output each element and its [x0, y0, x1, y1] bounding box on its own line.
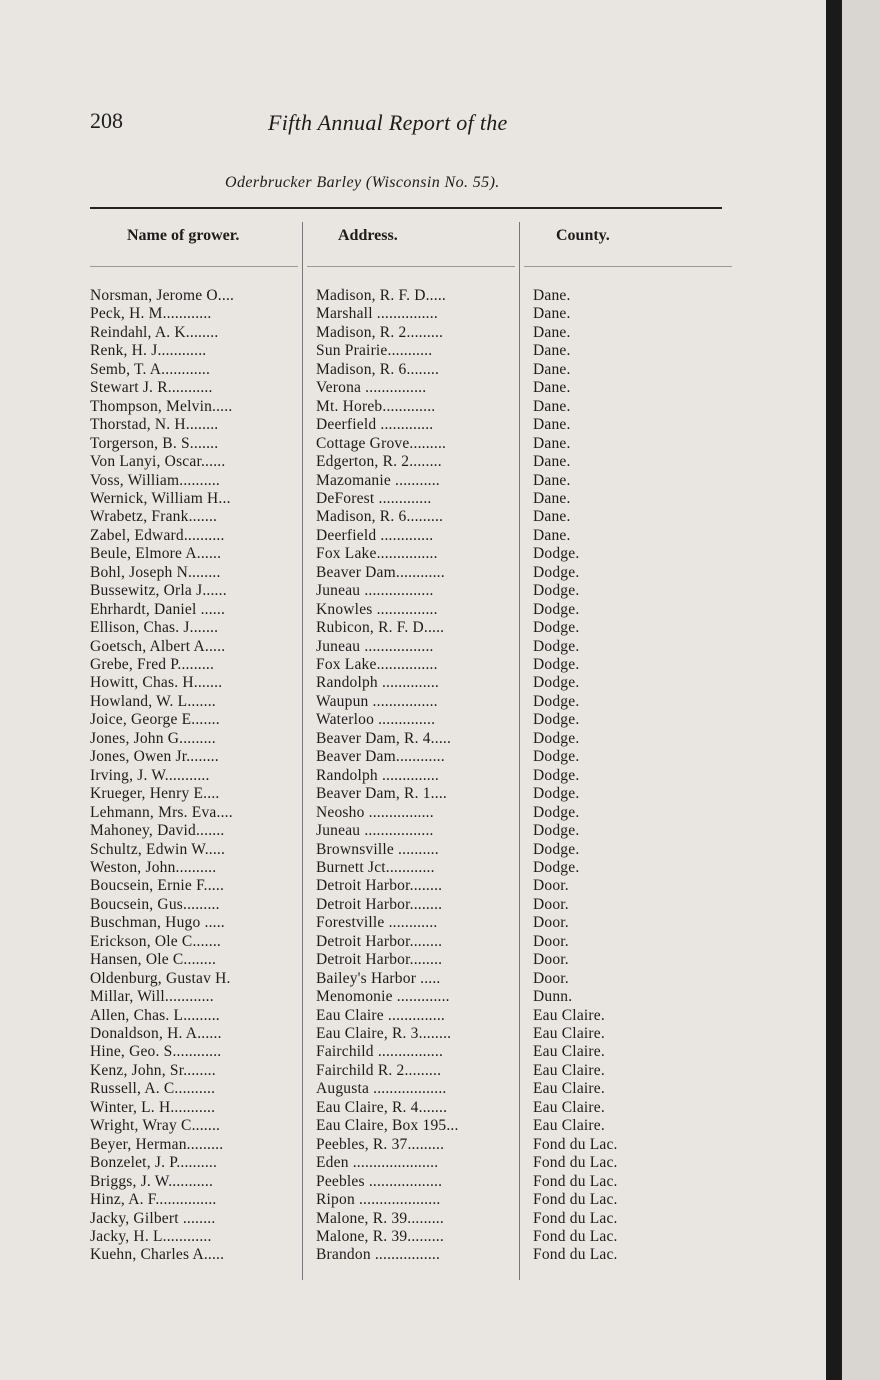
table-row: [0, 767, 826, 786]
grower-county: Eau Claire.: [533, 1080, 605, 1098]
grower-address: DeForest .............: [316, 489, 432, 507]
column-header-name: Name of grower.: [127, 227, 240, 244]
grower-county: Dodge.: [533, 656, 580, 673]
grower-county: Dane.: [533, 342, 571, 360]
grower-name: Kuehn, Charles A.....: [90, 1246, 225, 1264]
table-row: [0, 674, 826, 693]
grower-address: Verona ...............: [316, 379, 427, 397]
grower-name: Thorstad, N. H........: [90, 416, 219, 434]
grower-address: Fox Lake...............: [316, 545, 438, 563]
grower-address: Detroit Harbor........: [316, 895, 443, 913]
page-number: 208: [90, 108, 123, 133]
table-row: [0, 877, 826, 896]
grower-county: Dane.: [533, 434, 571, 452]
table-row: [0, 472, 826, 491]
grower-county: Dodge.: [533, 692, 580, 710]
grower-name: Oldenburg, Gustav H.: [90, 969, 231, 987]
grower-name: Ehrhardt, Daniel ......: [90, 600, 226, 618]
table-row: [0, 1246, 826, 1265]
grower-name: Russell, A. C..........: [90, 1080, 216, 1098]
grower-county: Dodge.: [533, 785, 580, 803]
grower-address: Beaver Dam............: [316, 748, 445, 766]
grower-name: Wright, Wray C.......: [90, 1117, 221, 1135]
table-row: [0, 490, 826, 509]
grower-name: Lehmann, Mrs. Eva....: [90, 803, 233, 821]
grower-address: Marshall ...............: [316, 305, 438, 323]
grower-address: Forestville ............: [316, 914, 438, 932]
grower-county: Fond du Lac.: [533, 1246, 618, 1264]
grower-address: Randolph ..............: [316, 674, 439, 692]
grower-name: Jones, John G.........: [90, 729, 216, 747]
table-row: [0, 435, 826, 454]
header-rule-address: [307, 266, 515, 267]
table-row: [0, 582, 826, 601]
grower-address: Edgerton, R. 2........: [316, 453, 442, 471]
grower-county: Dodge.: [533, 840, 580, 858]
grower-address: Malone, R. 39.........: [316, 1227, 444, 1245]
grower-name: Kenz, John, Sr........: [90, 1061, 216, 1079]
grower-county: Dane.: [533, 323, 571, 341]
grower-address: Madison, R. 2.........: [316, 323, 444, 341]
table-row: [0, 1043, 826, 1062]
grower-county: Eau Claire.: [533, 1006, 605, 1024]
grower-county: Dane.: [533, 397, 571, 415]
table-row: [0, 859, 826, 878]
column-header-address: Address.: [338, 227, 398, 244]
table-row: [0, 1080, 826, 1099]
table-row: [0, 896, 826, 915]
grower-name: Bonzelet, J. P..........: [90, 1154, 218, 1172]
grower-address: Peebles ..................: [316, 1172, 443, 1190]
grower-address: Madison, R. F. D.....: [316, 287, 446, 304]
grower-address: Sun Prairie...........: [316, 342, 433, 360]
grower-name: Reindahl, A. K........: [90, 323, 219, 341]
grower-name: Irving, J. W...........: [90, 766, 210, 784]
grower-name: Von Lanyi, Oscar......: [90, 453, 226, 471]
grower-name: Donaldson, H. A......: [90, 1025, 222, 1042]
table-row: [0, 638, 826, 657]
header-rule-name: [90, 266, 298, 267]
grower-county: Dane.: [533, 305, 571, 323]
grower-name: Ellison, Chas. J.......: [90, 619, 219, 637]
grower-county: Dodge.: [533, 600, 580, 618]
grower-name: Weston, John..........: [90, 858, 217, 876]
table-row: [0, 933, 826, 952]
grower-address: Brownsville ..........: [316, 840, 439, 858]
grower-county: Fond du Lac.: [533, 1227, 618, 1245]
grower-address: Detroit Harbor........: [316, 951, 443, 969]
table-row: [0, 1154, 826, 1173]
grower-county: Door.: [533, 877, 569, 895]
facing-page-edge: [842, 0, 880, 1380]
grower-county: Eau Claire.: [533, 1117, 605, 1135]
grower-address: Knowles ...............: [316, 600, 438, 618]
grower-county: Fond du Lac.: [533, 1209, 618, 1227]
grower-county: Eau Claire.: [533, 1061, 605, 1079]
grower-county: Eau Claire.: [533, 1025, 605, 1042]
grower-name: Goetsch, Albert A.....: [90, 637, 226, 655]
grower-name: Hinz, A. F...............: [90, 1191, 217, 1209]
grower-address: Menomonie .............: [316, 988, 450, 1006]
grower-name: Voss, William..........: [90, 471, 221, 489]
grower-county: Dodge.: [533, 582, 580, 600]
grower-county: Dodge.: [533, 545, 580, 563]
column-header-county: County.: [556, 227, 610, 244]
grower-county: Eau Claire.: [533, 1043, 605, 1061]
grower-name: Semb, T. A............: [90, 360, 211, 378]
grower-name: Torgerson, B. S.......: [90, 434, 219, 452]
grower-name: Zabel, Edward..........: [90, 526, 225, 544]
grower-address: Ripon ....................: [316, 1191, 441, 1209]
table-row: [0, 1007, 826, 1026]
table-row: [0, 1191, 826, 1210]
table-row: [0, 564, 826, 583]
grower-name: Krueger, Henry E....: [90, 785, 220, 803]
grower-address: Randolph ..............: [316, 766, 439, 784]
grower-address: Detroit Harbor........: [316, 932, 443, 950]
grower-county: Dodge.: [533, 766, 580, 784]
table-row: [0, 379, 826, 398]
grower-address: Beaver Dam............: [316, 563, 445, 581]
grower-address: Juneau .................: [316, 822, 434, 840]
grower-name: Renk, H. J............: [90, 342, 207, 360]
grower-address: Fairchild ................: [316, 1043, 444, 1061]
grower-name: Hansen, Ole C........: [90, 951, 217, 969]
grower-address: Madison, R. 6........: [316, 360, 440, 378]
grower-county: Dodge.: [533, 674, 580, 692]
grower-county: Dodge.: [533, 748, 580, 766]
grower-name: Jones, Owen Jr........: [90, 748, 219, 766]
grower-address: Waterloo ..............: [316, 711, 436, 729]
grower-address: Eau Claire, R. 3........: [316, 1025, 452, 1042]
table-row: [0, 545, 826, 564]
grower-address: Augusta ..................: [316, 1080, 447, 1098]
grower-address: Burnett Jct............: [316, 858, 435, 876]
grower-address: Brandon ................: [316, 1246, 441, 1264]
grower-name: Winter, L. H...........: [90, 1098, 216, 1116]
grower-name: Allen, Chas. L.........: [90, 1006, 220, 1024]
grower-address: Beaver Dam, R. 4.....: [316, 729, 452, 747]
grower-name: Howland, W. L.......: [90, 692, 216, 710]
table-row: [0, 416, 826, 435]
grower-county: Door.: [533, 951, 569, 969]
grower-county: Dane.: [533, 489, 571, 507]
grower-name: Jacky, H. L............: [90, 1227, 212, 1245]
table-row: [0, 1062, 826, 1081]
grower-address: Peebles, R. 37.........: [316, 1135, 445, 1153]
grower-address: Beaver Dam, R. 1....: [316, 785, 447, 803]
table-row: [0, 988, 826, 1007]
table-row: [0, 1025, 826, 1044]
table-row: [0, 711, 826, 730]
grower-name: Mahoney, David.......: [90, 822, 225, 840]
table-row: [0, 1228, 826, 1247]
table-row: [0, 748, 826, 767]
grower-name: Schultz, Edwin W.....: [90, 840, 226, 858]
grower-county: Dodge.: [533, 563, 580, 581]
grower-address: Neosho ................: [316, 803, 434, 821]
grower-county: Dodge.: [533, 619, 580, 637]
grower-address: Deerfield .............: [316, 416, 434, 434]
grower-county: Door.: [533, 914, 569, 932]
table-row: [0, 287, 826, 306]
table-row: [0, 508, 826, 527]
grower-name: Boucsein, Gus.........: [90, 895, 220, 913]
table-row: [0, 1173, 826, 1192]
grower-county: Dane.: [533, 508, 571, 526]
grower-address: Eau Claire, Box 195...: [316, 1117, 459, 1135]
grower-name: Boucsein, Ernie F.....: [90, 877, 225, 895]
grower-name: Howitt, Chas. H.......: [90, 674, 223, 692]
grower-county: Dane.: [533, 453, 571, 471]
table-row: [0, 1117, 826, 1136]
grower-name: Bohl, Joseph N........: [90, 563, 221, 581]
grower-county: Dodge.: [533, 637, 580, 655]
grower-name: Beule, Elmore A......: [90, 545, 222, 563]
grower-county: Dodge.: [533, 858, 580, 876]
grower-county: Dane.: [533, 287, 571, 304]
grower-county: Fond du Lac.: [533, 1191, 618, 1209]
table-row: [0, 453, 826, 472]
header-rule-county: [524, 266, 732, 267]
grower-address: Mt. Horeb.............: [316, 397, 436, 415]
grower-address: Cottage Grove.........: [316, 434, 447, 452]
grower-address: Juneau .................: [316, 582, 434, 600]
grower-name: Norsman, Jerome O....: [90, 287, 235, 304]
grower-name: Thompson, Melvin.....: [90, 397, 233, 415]
grower-name: Beyer, Herman.........: [90, 1135, 224, 1153]
grower-address: Fox Lake...............: [316, 656, 438, 673]
grower-county: Eau Claire.: [533, 1098, 605, 1116]
grower-name: Stewart J. R...........: [90, 379, 213, 397]
grower-address: Waupun ................: [316, 692, 438, 710]
table-row: [0, 1210, 826, 1229]
table-row: [0, 361, 826, 380]
table-row: [0, 324, 826, 343]
grower-county: Door.: [533, 969, 569, 987]
grower-address: Eden .....................: [316, 1154, 439, 1172]
grower-name: Erickson, Ole C.......: [90, 932, 221, 950]
table-row: [0, 656, 826, 675]
grower-county: Dane.: [533, 379, 571, 397]
grower-county: Fond du Lac.: [533, 1172, 618, 1190]
table-row: [0, 619, 826, 638]
running-head: Fifth Annual Report of the: [268, 110, 508, 135]
title-rule: [90, 207, 722, 209]
grower-county: Dodge.: [533, 729, 580, 747]
table-row: [0, 914, 826, 933]
grower-address: Fairchild R. 2.........: [316, 1061, 442, 1079]
grower-county: Dodge.: [533, 822, 580, 840]
table-row: [0, 841, 826, 860]
table-row: [0, 693, 826, 712]
table-row: [0, 1099, 826, 1118]
grower-county: Dunn.: [533, 988, 573, 1006]
grower-address: Bailey's Harbor .....: [316, 969, 441, 987]
grower-name: Joice, George E.......: [90, 711, 220, 729]
table-row: [0, 398, 826, 417]
grower-address: Madison, R. 6.........: [316, 508, 444, 526]
grower-county: Dodge.: [533, 803, 580, 821]
table-row: [0, 730, 826, 749]
grower-name: Bussewitz, Orla J......: [90, 582, 227, 600]
table-row: [0, 601, 826, 620]
grower-address: Malone, R. 39.........: [316, 1209, 444, 1227]
grower-name: Grebe, Fred P.........: [90, 656, 215, 673]
grower-name: Wrabetz, Frank.......: [90, 508, 218, 526]
grower-county: Door.: [533, 932, 569, 950]
grower-name: Buschman, Hugo .....: [90, 914, 225, 932]
grower-name: Wernick, William H...: [90, 489, 231, 507]
grower-address: Detroit Harbor........: [316, 877, 443, 895]
table-row: [0, 1136, 826, 1155]
table-row: [0, 951, 826, 970]
table-row: [0, 822, 826, 841]
grower-address: Juneau .................: [316, 637, 434, 655]
table-row: [0, 804, 826, 823]
grower-address: Eau Claire, R. 4.......: [316, 1098, 448, 1116]
grower-name: Peck, H. M............: [90, 305, 212, 323]
grower-address: Deerfield .............: [316, 526, 434, 544]
table-row: [0, 305, 826, 324]
grower-county: Dodge.: [533, 711, 580, 729]
table-row: [0, 342, 826, 361]
grower-county: Fond du Lac.: [533, 1135, 618, 1153]
page-binding-edge: [826, 0, 842, 1380]
grower-address: Mazomanie ...........: [316, 471, 440, 489]
grower-name: Briggs, J. W...........: [90, 1172, 214, 1190]
grower-county: Dane.: [533, 416, 571, 434]
table-row: [0, 527, 826, 546]
table-row: [0, 970, 826, 989]
grower-county: Dane.: [533, 471, 571, 489]
grower-county: Dane.: [533, 360, 571, 378]
grower-county: Fond du Lac.: [533, 1154, 618, 1172]
grower-county: Dane.: [533, 526, 571, 544]
grower-name: Millar, Will............: [90, 988, 214, 1006]
grower-address: Rubicon, R. F. D.....: [316, 619, 445, 637]
table-title: Oderbrucker Barley (Wisconsin No. 55).: [225, 174, 500, 191]
table-row: [0, 785, 826, 804]
grower-address: Eau Claire ..............: [316, 1006, 445, 1024]
grower-name: Jacky, Gilbert ........: [90, 1209, 216, 1227]
grower-county: Door.: [533, 895, 569, 913]
grower-name: Hine, Geo. S............: [90, 1043, 222, 1061]
